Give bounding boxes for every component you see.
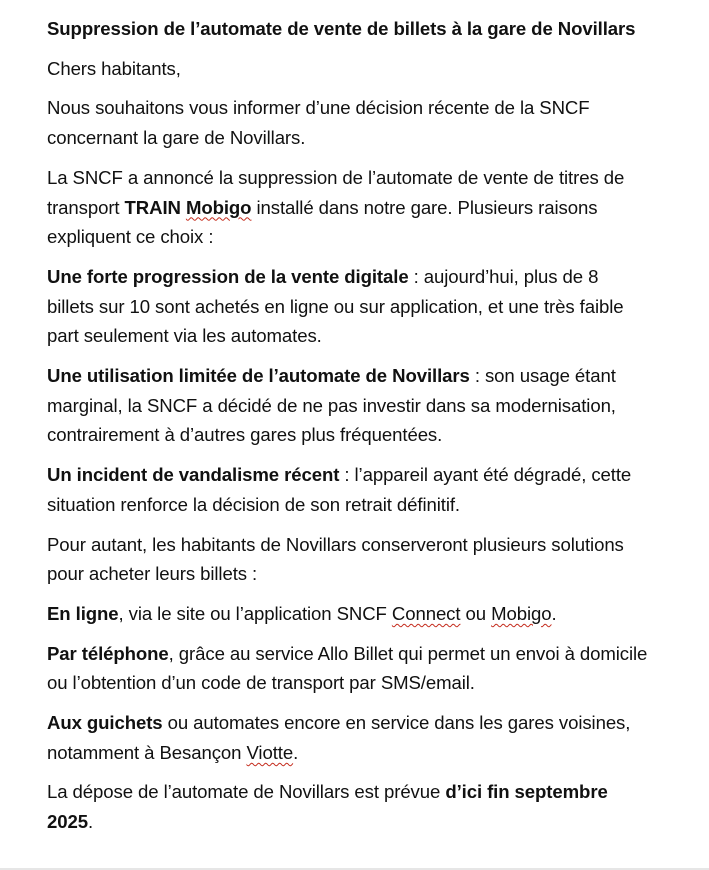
online-text-middle: ou xyxy=(460,602,492,624)
solution-counters xyxy=(47,708,649,767)
mobigo-word: Mobigo xyxy=(491,602,552,624)
reason-vandalism xyxy=(47,460,649,519)
solution-online xyxy=(47,599,649,629)
conclusion-text-before: La dépose de l’automate de Novillars est prévue xyxy=(47,781,446,803)
announcement-after: installé dans notre gare. Plusieurs raisons expliquent ce choix : xyxy=(47,196,598,248)
document-title xyxy=(47,14,649,44)
announcement-before: La SNCF a annoncé la suppression de l’automate de vente de titres de transport xyxy=(47,166,625,218)
reason-digital-sales xyxy=(47,262,649,351)
solutions-intro: Pour autant, les habitants de Novillars conserveront plusieurs solutions pour acheter leurs billets : xyxy=(47,533,624,585)
reason-heading: Une utilisation limitée de l’automate de Novillars xyxy=(47,365,470,387)
brand-mobigo: Mobigo xyxy=(185,196,252,218)
solution-heading: Aux guichets xyxy=(47,712,163,734)
reason-text: : l’appareil ayant été dégradé, cette situation renforce la décision de son retrait définitif. xyxy=(47,464,632,515)
conclusion-paragraph xyxy=(47,777,649,836)
online-text-before: , via le site ou l’application SNCF xyxy=(118,602,392,624)
reason-text: : son usage étant marginal, la SNCF a décidé de ne pas investir dans sa modernisation, contrairement à d’autres gares plus fréquentées. xyxy=(47,365,616,446)
reason-heading: Un incident de vandalisme récent xyxy=(47,464,340,486)
online-text-after: . xyxy=(551,602,557,624)
removal-date: d’ici fin septembre 2025 xyxy=(47,781,608,833)
brand-train: TRAIN xyxy=(124,196,181,218)
solution-heading: En ligne xyxy=(47,602,119,624)
phone-text: , grâce au service Allo Billet qui permet un envoi à domicile ou l’obtention d’un code de transport par SMS/email. xyxy=(47,642,648,694)
title-text: Suppression de l’automate de vente de billets à la gare de Novillars xyxy=(47,18,636,39)
greeting: Chers habitants, xyxy=(47,57,181,79)
conclusion-text-after: . xyxy=(87,811,94,833)
reason-text: : aujourd’hui, plus de 8 billets sur 10 sont achetés en ligne ou sur application, et une très faible part seulement via les automates. xyxy=(47,265,624,347)
viotte-word: Viotte xyxy=(246,741,294,763)
solution-heading: Par téléphone xyxy=(47,642,169,664)
solution-phone xyxy=(47,639,649,698)
reason-limited-usage xyxy=(47,361,649,450)
reason-heading: Une forte progression de la vente digitale xyxy=(47,265,409,287)
counters-text-after: . xyxy=(293,741,299,763)
counters-text-before: ou automates encore en service dans les gares voisines, notamment à Besançon xyxy=(47,712,631,763)
connect-word: Connect xyxy=(391,602,461,624)
intro-paragraph: Nous souhaitons vous informer d’une décision récente de la SNCF concernant la gare de Novillars. xyxy=(47,97,590,149)
announcement-paragraph xyxy=(47,163,649,252)
